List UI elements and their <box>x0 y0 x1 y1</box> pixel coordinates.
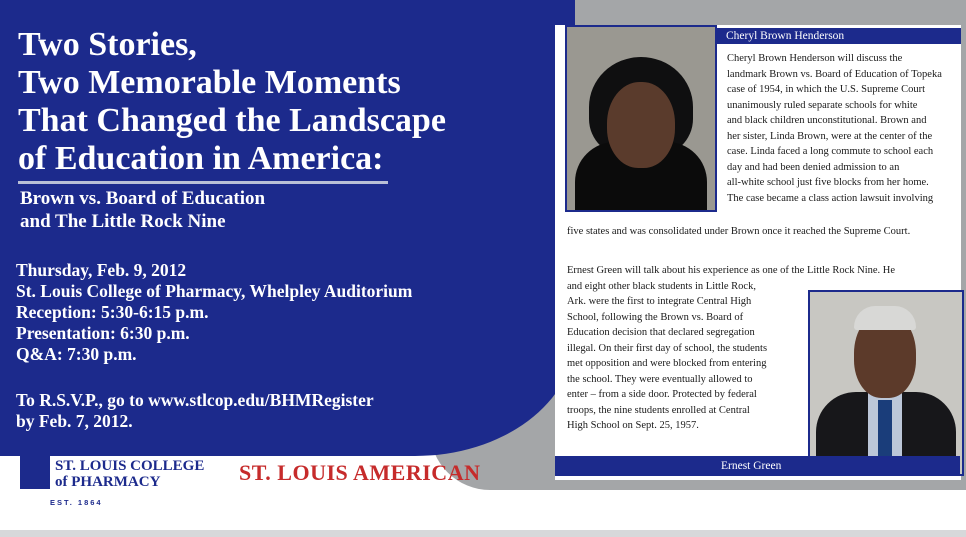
bio-line: unanimously ruled separate schools for white <box>727 99 918 111</box>
st-louis-american-logo: ST. LOUIS AMERICAN <box>239 460 481 485</box>
stlcop-est: EST. 1864 <box>50 498 103 507</box>
event-details <box>16 260 412 365</box>
stlcop-emblem-icon <box>20 455 50 489</box>
bio-line: case. Linda faced a long commute to school each <box>727 146 934 157</box>
bio-line: all-white school just five blocks from her home. <box>727 177 929 188</box>
rsvp-line: To R.S.V.P., go to www.stlcop.edu/BHMRegister <box>16 390 374 410</box>
bio-line: her sister, Linda Brown, were at the center of the <box>727 130 933 142</box>
rsvp-info <box>16 390 374 432</box>
headline-line: of Education in America: <box>18 140 384 177</box>
event-presentation: Presentation: 6:30 p.m. <box>16 323 190 343</box>
speaker2-bio <box>567 263 895 434</box>
bio-line: troops, the nine students enrolled at Central <box>567 404 750 416</box>
bio-line: Ark. were the first to integrate Central High <box>567 296 752 307</box>
event-date: Thursday, Feb. 9, 2012 <box>16 260 187 280</box>
bio-line: met opposition and were blocked from entering <box>567 358 767 369</box>
bio-line: day and had been denied admission to an <box>727 161 900 173</box>
photo-face <box>607 82 675 168</box>
event-reception: Reception: 5:30-6:15 p.m. <box>16 302 209 322</box>
bio-line: School, following the Brown vs. Board of <box>567 311 744 323</box>
speaker1-caption: Cheryl Brown Henderson <box>716 28 961 44</box>
rsvp-line: by Feb. 7, 2012. <box>16 411 133 431</box>
bio-line: The case became a class action lawsuit involving <box>727 192 934 204</box>
speaker1-bio-continued <box>567 207 910 240</box>
event-qa: Q&A: 7:30 p.m. <box>16 344 137 364</box>
subtitle <box>20 187 265 233</box>
speaker1-photo <box>565 25 717 212</box>
event-location: St. Louis College of Pharmacy, Whelpley Auditorium <box>16 281 413 301</box>
bio-line: five states and was consolidated under Brown once it reached the Supreme Court. <box>567 226 911 237</box>
stlcop-line2: of PHARMACY <box>55 474 161 490</box>
bio-line: and black children unconstitutional. Brown and <box>727 115 927 126</box>
headline-line: Two Memorable Moments <box>18 64 401 101</box>
bio-line: Education decision that declared segregation <box>567 327 755 338</box>
subtitle-line: Brown vs. Board of Education <box>20 188 266 209</box>
bio-line: Ernest Green will talk about his experience as one of the Little Rock Nine. He <box>567 265 896 276</box>
bio-line: illegal. On their first day of school, the students <box>567 342 768 354</box>
bio-line: case of 1954, in which the U.S. Supreme Court <box>727 84 926 95</box>
speaker2-caption: Ernest Green <box>555 456 960 476</box>
bio-line: landmark Brown vs. Board of Education of Topeka <box>727 68 942 80</box>
stlcop-line1: ST. LOUIS COLLEGE <box>55 458 205 474</box>
headline <box>18 26 446 178</box>
bio-line: and eight other black students in Little Rock, <box>567 280 756 292</box>
speaker1-bio <box>727 51 942 206</box>
divider <box>18 181 388 184</box>
headline-line: Two Stories, <box>18 26 197 63</box>
bottom-strip <box>0 530 966 537</box>
bio-line: the school. They were eventually allowed to <box>567 373 753 385</box>
subtitle-line: and The Little Rock Nine <box>20 211 226 232</box>
stlcop-logo-text <box>55 458 204 490</box>
bio-line: Cheryl Brown Henderson will discuss the <box>727 53 903 64</box>
headline-line: That Changed the Landscape <box>18 102 446 139</box>
bio-line: enter – from a side door. Protected by federal <box>567 389 757 400</box>
bio-line: High School on Sept. 25, 1957. <box>567 420 699 431</box>
